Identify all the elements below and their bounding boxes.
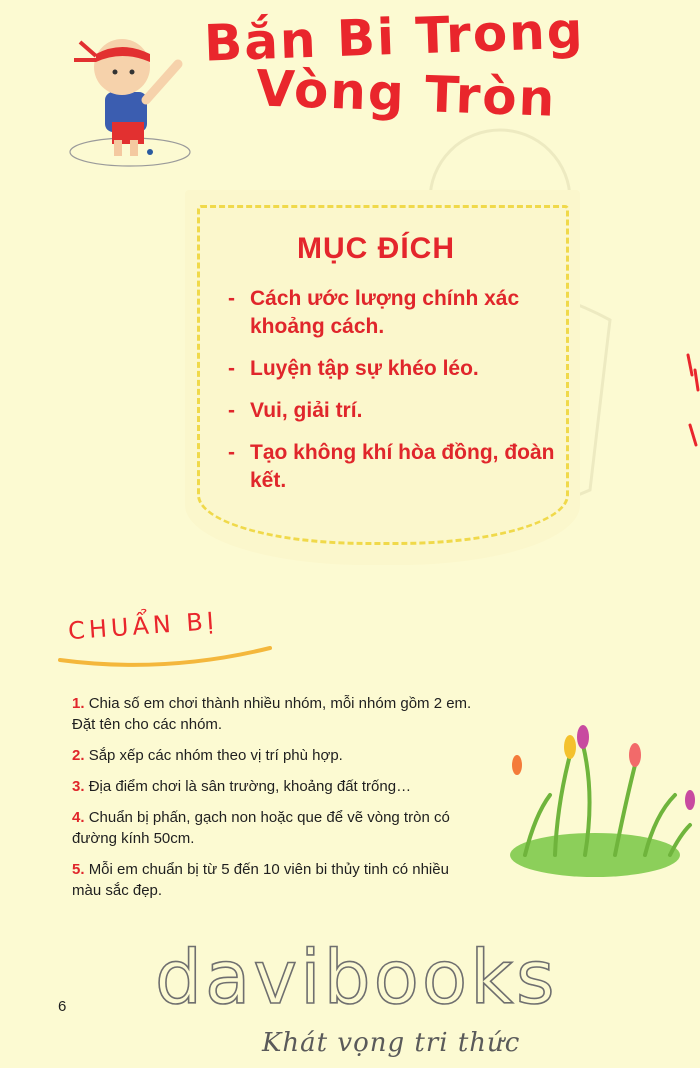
purpose-heading: MỤC ĐÍCH — [297, 232, 455, 265]
purpose-item: -Tạo không khí hòa đồng, đoàn kết. — [228, 441, 555, 492]
page-number: 6 — [58, 998, 67, 1015]
boy-with-headband-illustration — [60, 12, 210, 172]
watermark-brand: davibooks — [155, 935, 558, 1021]
preparation-steps — [72, 693, 482, 911]
preparation-heading: CHUẨN BỊ — [67, 606, 219, 646]
purpose-item: -Vui, giải trí. — [228, 399, 363, 422]
title-line-1: Bắn Bi Trong — [203, 1, 586, 73]
step-item: 5. Mỗi em chuẩn bị từ 5 đến 10 viên bi thủy tinh có nhiều màu sắc đẹp. — [72, 861, 449, 899]
purpose-item: -Cách ước lượng chính xác khoảng cách. — [228, 287, 520, 338]
title-line-2: Vòng Tròn — [255, 59, 558, 128]
step-item: 4. Chuẩn bị phấn, gạch non hoặc que để vẽ vòng tròn có đường kính 50cm. — [72, 809, 450, 847]
page-title — [203, 1, 587, 130]
step-item: 1. Chia số em chơi thành nhiều nhóm, mỗi nhóm gồm 2 em. Đặt tên cho các nhóm. — [72, 695, 472, 733]
step-item: 2. Sắp xếp các nhóm theo vị trí phù hợp. — [72, 747, 343, 764]
step-item: 3. Địa điểm chơi là sân trường, khoảng đất trống… — [72, 778, 412, 795]
watermark-tagline: Khát vọng tri thức — [262, 1028, 521, 1058]
purpose-item: -Luyện tập sự khéo léo. — [228, 357, 479, 380]
edge-decoration — [670, 350, 700, 450]
purpose-list — [228, 285, 558, 509]
grass-flowers-illustration — [495, 715, 695, 885]
